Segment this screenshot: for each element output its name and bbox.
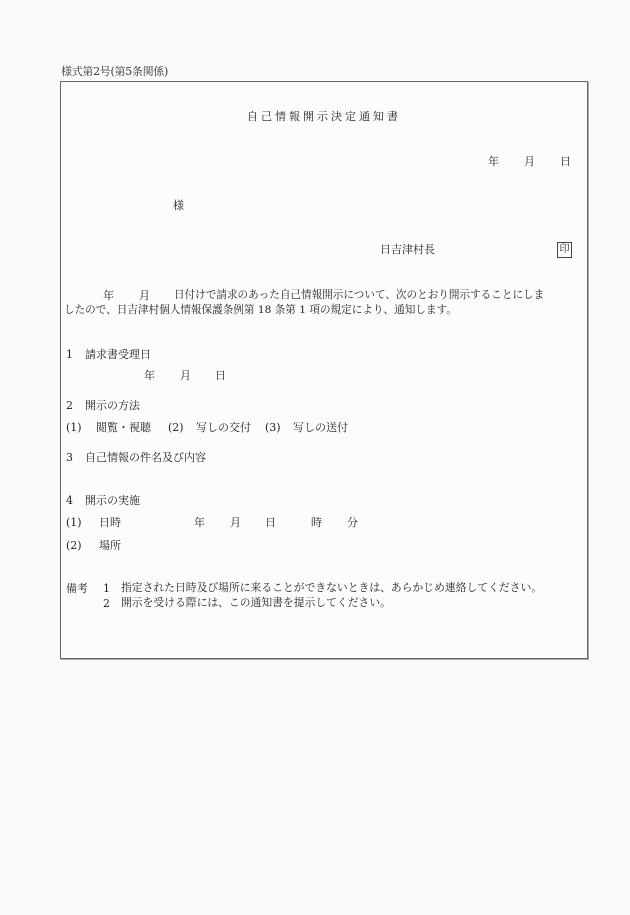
receipt-year: 年 <box>144 369 155 382</box>
option-number: (2) <box>168 421 184 434</box>
receipt-day: 日 <box>215 369 226 382</box>
impl-month: 月 <box>230 516 241 529</box>
impl-minute: 分 <box>347 516 358 529</box>
section-label: 自己情報の件名及び内容 <box>85 451 206 464</box>
option-number: (3) <box>265 421 281 434</box>
body-year: 年 <box>103 289 114 302</box>
remark-text: 開示を受ける際には、この通知書を提示してください。 <box>121 596 391 609</box>
issue-date-day: 日 <box>560 155 571 168</box>
issue-date-year: 年 <box>488 155 499 168</box>
section-number: 3 <box>66 451 73 464</box>
impl-hour: 時 <box>311 516 322 529</box>
place-label: 場所 <box>99 539 121 552</box>
issuer-name: 日吉津村長 <box>380 243 435 256</box>
option-copy-delivery: 写しの交付 <box>196 421 251 434</box>
remarks-heading: 備考 <box>66 582 88 595</box>
form-number-label: 様式第2号(第5条関係) <box>61 65 168 78</box>
document-title: 自己情報開示決定通知書 <box>247 110 401 123</box>
notice-form-frame <box>60 81 588 659</box>
impl-year: 年 <box>194 516 205 529</box>
section-number: 4 <box>66 494 73 507</box>
remark-number: 2 <box>103 597 110 610</box>
impl-day: 日 <box>265 516 276 529</box>
section-label: 請求書受理日 <box>85 348 151 361</box>
option-view: 閲覧・視聴 <box>96 421 151 434</box>
section-number: 2 <box>66 399 73 412</box>
item-number: (1) <box>66 516 82 529</box>
receipt-month: 月 <box>180 369 191 382</box>
issue-date-month: 月 <box>524 155 535 168</box>
item-number: (2) <box>66 539 82 552</box>
remark-text: 指定された日時及び場所に来ることができないときは、あらかじめ連絡してください。 <box>121 581 543 594</box>
recipient-honorific: 様 <box>173 199 184 212</box>
option-copy-mail: 写しの送付 <box>293 421 348 434</box>
body-line-2: したので、日吉津村個人情報保護条例第 18 条第 1 項の規定により、通知します。 <box>64 304 457 316</box>
seal-stamp: 印 <box>557 242 572 258</box>
remark-number: 1 <box>103 582 110 595</box>
section-label: 開示の実施 <box>85 494 140 507</box>
body-line-1: 日付けで請求のあった自己情報開示について、次のとおり開示することにしま <box>174 289 545 301</box>
section-label: 開示の方法 <box>85 399 140 412</box>
section-number: 1 <box>66 348 73 361</box>
option-number: (1) <box>66 421 82 434</box>
datetime-label: 日時 <box>99 516 121 529</box>
body-month: 月 <box>139 289 150 302</box>
